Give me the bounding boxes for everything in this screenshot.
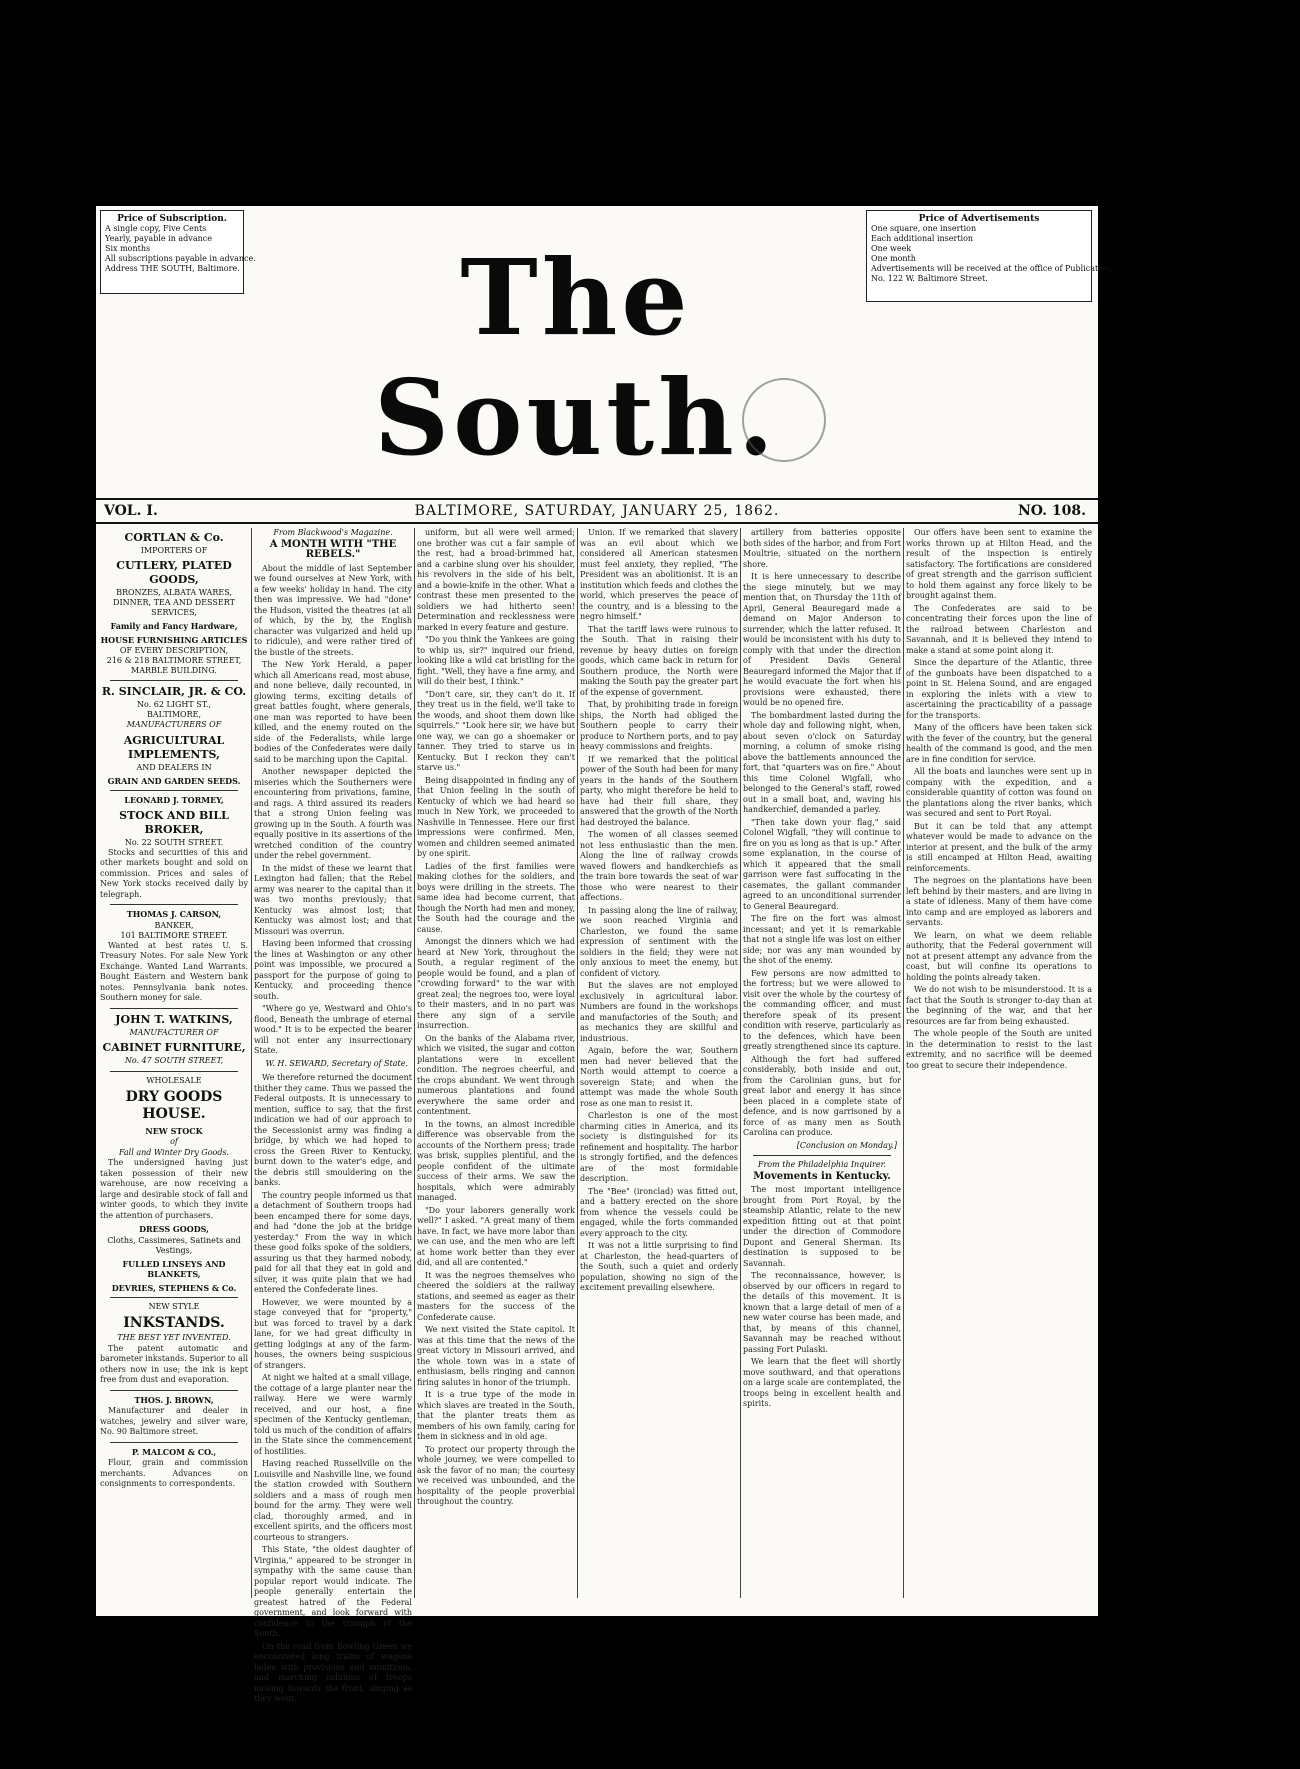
advertiser-name: P. MALCOM & CO.,: [131, 1446, 217, 1457]
article-paragraph: All the boats and launches were sent up in company with the expedition, and a considerable quantity of cotton was found on the plantations along the river banks, which was secured and sent to Port Royal.: [906, 767, 1092, 818]
ad-line: 216 & 218 BALTIMORE STREET,: [106, 656, 242, 665]
article-column: [580, 528, 738, 1598]
article-paragraph: Again, before the war, Southern men had never believed that the North would attempt to coerce a sovereign State; and when the attempt was made the whole South rose as one man to resist it.: [580, 1046, 738, 1108]
rates-line: One week: [871, 244, 912, 253]
ad-line: MANUFACTURER OF: [129, 1027, 219, 1037]
subscription-line: Six months: [105, 244, 151, 253]
article-paragraph: "Then take down your flag," said Colonel Wigfall, "they will continue to fire on you as long as that is up." After some explanation, in the course of which it appeared that the small garrison were fast suffocating in the casemates, the gallant commander agreed to an unconditional surrender to General Beauregard.: [743, 817, 901, 911]
ad-line: No. 22 SOUTH STREET.: [124, 837, 224, 847]
article-paragraph: It is a true type of the mode in which slaves are treated in the South, that the planter treats them as members of his own family, caring for them in sickness and in old age.: [417, 1390, 575, 1441]
ad-body-text: Manufacturer and dealer in watches, jewelry and silver ware, No. 90 Baltimore street.: [100, 1406, 248, 1436]
article-paragraph: uniform, but all were well armed; one brother was cut a fair sample of the rest, had a broad-brimmed hat, and a carbine slung over his shoulder, his revolvers in the side of his belt, and a bowie-knife in the other. What a contrast these men presented to the soldiers we had hitherto seen! Determination and recklessness were marked in every feature and gesture.: [417, 528, 575, 632]
article-paragraph: Amongst the dinners which we had heard at New York, throughout the South, a regular regiment of the people would be found, and a plan of "crowding forward" to the war with great zeal; the negroes too, were loyal to their masters, and in no part was there any sign of a servile insurrection.: [417, 937, 575, 1030]
article-paragraph: The Confederates are said to be concentrating their forces upon the line of the railroad between Charleston and Savannah, and it is believed they intend to make a stand at some point along it.: [906, 603, 1092, 655]
issue-date: BALTIMORE, SATURDAY, JANUARY 25, 1862.: [414, 503, 780, 519]
article-paragraph: Having been informed that crossing the lines at Washington or any other point was impossible, we procured a passport for the purpose of going to Kentucky, and proceeding thence south.: [254, 939, 412, 1001]
subscription-heading: Price of Subscription.: [117, 214, 227, 224]
advertisements-column: [100, 528, 248, 1598]
article-paragraph: At night we halted at a small village, the cottage of a large planter near the railway. Here we were warmly received, and our host, a fine specimen of the Kentucky gentleman, told us much of the condition of affairs in the State since the commencement of hostilities.: [254, 1373, 412, 1456]
ad-separator: [110, 1008, 238, 1009]
ad-separator: [110, 1390, 238, 1391]
ad-line: NEW STYLE: [148, 1302, 200, 1311]
ad-line: BALTIMORE,: [147, 710, 201, 719]
volume-label: VOL. I.: [104, 503, 158, 519]
ad-line: No. 47 SOUTH STREET,: [124, 1056, 224, 1065]
ad-body-text: The undersigned having just taken possession of their new warehouse, are now receiving a large and desirable stock of fall and winter goods, to which they invite the attention of purchasers.: [100, 1158, 248, 1220]
article-separator: [753, 1155, 891, 1156]
article-paragraph: About the middle of last September we found ourselves at New York, with a few weeks' holiday in hand. The city then was impressive. We had "done" the Hudson, visited the theatres (at all of which, by the by, the English character was vulgarized and held up to ridicule), and were rather tired of the bustle of the streets.: [254, 563, 412, 657]
article-column: [417, 528, 575, 1598]
advertiser-name: THOS. J. BROWN,: [134, 1394, 214, 1405]
article-paragraph: Many of the officers have been taken sick with the fever of the country, but the general health of the command is good, and the men are in fine condition for service.: [906, 723, 1092, 764]
ad-body-text: Stocks and securities of this and other markets bought and sold on commission. Prices and sales of New York stocks received daily by telegraph.: [100, 847, 248, 899]
ad-line: AND DEALERS IN: [136, 762, 212, 772]
article-paragraph: That the tariff laws were ruinous to the South. That in raising their revenue by heavy duties on foreign goods, which came back in return for Southern produce, the North were making the South pay the greater part of the expense of government.: [580, 624, 738, 697]
column-rule: [903, 528, 904, 1598]
article-column: [906, 528, 1092, 1598]
ad-line: BANKER,: [154, 920, 194, 930]
ad-line: GRAIN AND GARDEN SEEDS.: [107, 775, 241, 786]
article-paragraph: On the road from Bowling Green we encountered long trains of wagons laden with provisions and munitions, and marching columns of troops moving towards the front, singing as they went.: [254, 1641, 412, 1703]
article-signature: W. H. SEWARD, Secretary of State.: [265, 1058, 408, 1068]
ad-line: WHOLESALE: [146, 1075, 202, 1085]
ad-line: OF EVERY DESCRIPTION,: [119, 646, 229, 655]
ad-line: DRY GOODS HOUSE.: [125, 1088, 223, 1122]
ad-line: Cloths, Cassimeres, Satinets and Vestings,: [107, 1235, 241, 1255]
article-paragraph: The reconnaissance, however, is observed by our officers in regard to the details of this movement. It is known that a large detail of men of a new water course has been made, and that, by means of this channel, Savannah may be reached without passing Fort Pulaski.: [743, 1271, 901, 1354]
ad-line: NEW STOCK: [145, 1125, 203, 1136]
advertisement-rates-box: [866, 210, 1114, 302]
article-paragraph: Since the departure of the Atlantic, three of the gunboats have been dispatched to a point in St. Helena Sound, and are engaged in exploring the inlets with a view to ascertaining the practicability of a passage for the transports.: [906, 658, 1092, 720]
article-paragraph: The bombardment lasted during the whole day and following night, when, about seven o'clock on Saturday morning, a column of smoke rising above the battlements announced the fort, that "quarters was on fire." About this time Colonel Wigfall, who belonged to the General's staff, rowed out in a small boat, and, waving his handkerchief, demanded a parley.: [743, 710, 901, 814]
article-paragraph: Union. If we remarked that slavery was an evil about which we considered all American statesmen must feel anxiety, they replied, "The President was an abolitionist. It is an institution which feeds and clothes the world, which preserves the peace of the country, and is a blessing to the negro himself.": [580, 528, 738, 621]
rates-line: Advertisements will be received at the office of Publication,: [871, 264, 1114, 273]
article-source: From Blackwood's Magazine.: [273, 528, 393, 537]
rates-line: One square, one insertion: [871, 224, 977, 233]
article-paragraph: The country people informed us that a detachment of Southern troops had been encamped there for some days, and had "done the job at the bridge yesterday." From the way in which these good folks spoke of the soldiers, assuring us that they harmed nobody, paid for all that they eat in gold and silver, it was quite plain that we had entered the Confederate lines.: [254, 1190, 412, 1294]
article-paragraph: But it can be told that any attempt whatever would be made to advance on the interior at present, and the bulk of the army is still encamped at Hilton Head, awaiting reinforcements.: [906, 821, 1092, 873]
article-paragraph: The negroes on the plantations have been left behind by their masters, and are living in a state of idleness. Many of them have come into camp and are employed as laborers and servants.: [906, 876, 1092, 927]
ad-separator: [110, 1297, 238, 1298]
article-paragraph: We next visited the State capitol. It was at this time that the news of the great victory in Missouri arrived, and the whole town was in a state of enthusiasm, bells ringing and cannon firing salutes in honor of the triumph.: [417, 1325, 575, 1387]
rates-line: No. 122 W. Baltimore Street.: [871, 274, 988, 283]
column-rule: [414, 528, 415, 1598]
ad-line: DEVRIES, STEPHENS & Co.: [111, 1282, 237, 1293]
article-paragraph: artillery from batteries opposite both sides of the harbor, and from Fort Moultrie, situated on the northern shore.: [743, 528, 901, 569]
ad-line: IMPORTERS OF: [140, 546, 208, 555]
scan-border: [96, 168, 1098, 206]
article-paragraph: Our offers have been sent to examine the works thrown up at Hilton Head, and the result of the inspection is entirely satisfactory. The fortifications are considered of great strength and the garrison sufficient to hold them against any force likely to be brought against them.: [906, 528, 1092, 600]
article-paragraph: We learn that the fleet will shortly move southward, and that operations on a large scale are contemplated, the troops being in excellent health and spirits.: [743, 1357, 901, 1408]
article-paragraph: Another newspaper depicted the miseries which the Southerners were encountering from privations, famine, and rags. A third assured its readers that a strong Union feeling was growing up in the South. A fourth was equally positive in its assertions of the wretched condition of the country under the rebel government.: [254, 767, 412, 860]
column-rule: [577, 528, 578, 1598]
article-title: A MONTH WITH "THE REBELS.": [269, 538, 397, 560]
article-paragraph: It was the negroes themselves who cheered the soldiers at the railway stations, and seemed as eager as their masters for the success of the Confederate cause.: [417, 1270, 575, 1322]
ad-line: BRONZES, ALBATA WARES,: [116, 588, 232, 597]
postmark-stamp: [742, 378, 826, 462]
article-paragraph: In passing along the line of railway, we soon reached Virginia and Charleston, we found the same expression of sentiment with the soldiers in the field; they were not only anxious to meet the enemy, but confident of victory.: [580, 905, 738, 978]
ad-line: DINNER, TEA AND DESSERT SERVICES,: [113, 598, 235, 617]
subscription-box: [100, 210, 256, 294]
advertiser-name: THOMAS J. CARSON,: [126, 909, 222, 919]
ad-line: AGRICULTURAL IMPLEMENTS,: [123, 733, 225, 761]
article-paragraph: But the slaves are not employed exclusively in agricultural labor. Numbers are found in the workshops and manufactories of the South; and as mechanics they are skillful and industrious.: [580, 981, 738, 1043]
column-rule: [251, 528, 252, 1598]
article-paragraph: We do not wish to be misunderstood. It is a fact that the South is stronger to-day than at the beginning of the war, and that her resources are far from being exhausted.: [906, 985, 1092, 1026]
ad-separator: [110, 1071, 238, 1072]
ad-separator: [110, 1442, 238, 1443]
ad-line: No. 62 LIGHT ST.,: [137, 700, 211, 709]
ad-separator: [110, 790, 238, 791]
advertiser-name: CORTLAN & Co.: [124, 531, 224, 544]
subscription-line: A single copy, Five Cents: [105, 224, 207, 233]
article-column: [743, 528, 901, 1598]
masthead-title: The South.: [374, 236, 778, 479]
ad-line: Fall and Winter Dry Goods.: [118, 1147, 230, 1157]
ad-line: FULLED LINSEYS AND BLANKETS,: [122, 1258, 226, 1279]
article-paragraph: If we remarked that the political power of the South had been for many years in the hands of the Southern party, who might therefore be held to have had their full share, they answered that the growth of the North had destroyed the balance.: [580, 754, 738, 827]
ad-line: HOUSE FURNISHING ARTICLES: [100, 634, 248, 645]
article-paragraph: The whole people of the South are united in the determination to resist to the last extremity, and no sacrifice will be deemed too great to secure their independence.: [906, 1029, 1092, 1070]
ad-line: INKSTANDS.: [123, 1315, 225, 1331]
article-paragraph: To protect our property through the whole journey, we were compelled to ask the favor of no man; the courtesy we received was unbounded, and the hospitality of the people proverbial throughout the country.: [417, 1444, 575, 1506]
dateline: [96, 498, 1098, 524]
ad-separator: [110, 680, 238, 681]
article-paragraph: "Do your laborers generally work well?" I asked. "A great many of them have. In fact, we have more labor than we can use, and the men who are left at home work better than they ever did, and all are contented.": [417, 1205, 575, 1267]
subscription-line: Address THE SOUTH, Baltimore.: [105, 264, 240, 273]
article-paragraph: We therefore returned the document thither they came. Thus we passed the Federal outposts. It is unnecessary to mention, suffice to say, that the first indication we had of our approach to the Secessionist army was finding a bridge, by which we had hoped to cross the Green River to Kentucky, burnt down to the water's edge, and the debris still smouldering on the banks.: [254, 1073, 412, 1187]
article-paragraph: Having reached Russellville on the Louisville and Nashville line, we found the station crowded with Southern soldiers and a mass of rough men bound for the army. They were well clad, thoroughly armed, and in excellent spirits, and the officers most courteous to strangers.: [254, 1459, 412, 1542]
article-paragraph: Ladies of the first families were making clothes for the soldiers, and boys were drilling in the streets. The same idea had become current, that though the North had men and money, the South had the courage and the cause.: [417, 861, 575, 934]
article-paragraph: However, we were mounted by a stage conveyed that for "property," but was forced to travel by a dark lane, for we had great difficulty in getting lodgings at any of the farm-houses, the owners being suspicious of strangers.: [254, 1297, 412, 1370]
article-paragraph: The "Bee" (ironclad) was fitted out, and a battery erected on the shore from whence the vessels could be engaged, while the forts commanded every approach to the city.: [580, 1186, 738, 1238]
article-paragraph: In the towns, an almost incredible difference was observable from the accounts of the Northern press; trade was brisk, supplies plentiful, and the people confident of the ultimate success of their arms. We saw the hospitals, which were admirably managed.: [417, 1119, 575, 1202]
column-rule: [740, 528, 741, 1598]
article-paragraph: "Don't care, sir, they can't do it. If they treat us in the field, we'll take to the woods, and shoot them down like squirrels." "Look here sir, we have but one way, we can go a shoemaker or tanner. They tried to starve us in Kentucky. But I reckon they can't starve us.": [417, 689, 575, 772]
ad-line: MARBLE BUILDING.: [131, 666, 217, 675]
article-paragraph: Although the fort had suffered considerably, both inside and out, from the Carolinian guns, but for great labor and energy it has since been placed in a complete state of defence, and is now garrisoned by a force of as many men as South Carolina can produce.: [743, 1054, 901, 1137]
advertiser-name: LEONARD J. TORMEY,: [124, 795, 224, 805]
article-title: Movements in Kentucky.: [753, 1170, 891, 1182]
ad-line: Family and Fancy Hardware,: [110, 621, 238, 631]
article-paragraph: "Do you think the Yankees are going to whip us, sir?" inquired our friend, looking like a wild cat bristling for the fight. "Well, they have a fine army, and will do their best, I think.": [417, 635, 575, 686]
ad-line: of: [170, 1137, 178, 1146]
ad-line: STOCK AND BILL BROKER,: [119, 808, 229, 836]
article-paragraph: The women of all classes seemed not less enthusiastic than the men. Along the line of railway crowds waved flowers and handkerchiefs as the train bore towards the seat of war those who were nearest to their affections.: [580, 830, 738, 902]
ad-separator: [110, 904, 238, 905]
ad-line: THE BEST YET INVENTED.: [117, 1333, 231, 1342]
ad-line: MANUFACTURERS OF: [126, 720, 222, 729]
article-paragraph: The most important intelligence brought from Port Royal, by the steamship Atlantic, relate to the new expedition fitting out at that point under the direction of Commodore Dupont and General Sherman. Its destination is supposed to be Savannah.: [743, 1185, 901, 1268]
article-paragraph: In the midst of these we learnt that Lexington had fallen; that the Rebel army was nearer to the capital than it was two months previously; that Kentucky was almost lost; that Kentucky was almost lost; and that Missouri was overrun.: [254, 863, 412, 936]
advertisement-rates-heading: Price of Advertisements: [918, 214, 1040, 224]
rates-line: One month: [871, 254, 916, 263]
article-column: [254, 528, 412, 1703]
article-paragraph: "Where go ye, Westward and Ohio's flood, Beneath the umbrage of eternal wood." It is to be expected the bearer will not enter any insurrectionary State.: [254, 1004, 412, 1055]
article-paragraph: This State, "the oldest daughter of Virginia," appeared to be stronger in sympathy with the same cause than popular report would indicate. The people generally entertain the greatest hatred of the Federal government, and look forward with confidence to the triumph of the South.: [254, 1545, 412, 1638]
article-paragraph: The fire on the fort was almost incessant; and yet it is remarkable that not a single life was lost on either side; nor was any man wounded by the shot of the enemy.: [743, 914, 901, 965]
rates-line: Each additional insertion: [871, 234, 974, 243]
subscription-line: Yearly, payable in advance: [105, 234, 212, 243]
issue-number: NO. 108.: [1017, 503, 1086, 519]
ad-body-text: The patent automatic and barometer inkstands. Superior to all others now in use; the ink is kept free from dust and evaporation.: [100, 1343, 248, 1384]
article-paragraph: Being disappointed in finding any of that Union feeling in the south of Kentucky of which we had heard so much in New York, we proceeded to Nashville in Tennessee. Here our first impressions were confirmed. Men, women and children seemed animated by one spirit.: [417, 775, 575, 858]
ad-body-text: Wanted at best rates U. S. Treasury Notes. For sale New York Exchange. Wanted Land Warrants. Bought Eastern and Western bank notes. Pennsylvania bank notes. Southern money for sale.: [100, 940, 248, 1002]
article-paragraph: The New York Herald, a paper which all Americans read, most abuse, and none believe, daily recounted, in glowing terms, exciting details of great battles fought, where generals, one man was reported to have been killed, and the enemy routed on the side of the Federalists, while large bodies of the Confederates were daily said to be marching upon the Capital.: [254, 660, 412, 764]
article-paragraph: Few persons are now admitted to the fortress; but we were allowed to visit over the whole by the courtesy of the commanding officer, and must therefore speak of its present condition with reserve, particularly as to the defences, which have been greatly strengthened since its capture.: [743, 968, 901, 1051]
ad-line: CUTLERY, PLATED GOODS,: [116, 559, 232, 586]
ad-line: CABINET FURNITURE,: [102, 1041, 246, 1054]
article-paragraph: It is here unnecessary to describe the siege minutely, but we may mention that, on Thursday the 11th of April, General Beauregard made a demand on Major Anderson to surrender, which the latter refused. It would be inconsistent with his duty to comply with that under the direction of President Davis General Beauregard informed the Major that if he would evacuate the fort when his provisions were exhausted, there would be no opened fire.: [743, 572, 901, 707]
ad-line: 101 BALTIMORE STREET.: [120, 930, 228, 940]
article-paragraph: On the banks of the Alabama river, which we visited, the sugar and cotton plantations were in excellent condition. The negroes cheerful, and the crops abundant. We went through numerous plantations and found everywhere the same order and contentment.: [417, 1033, 575, 1116]
article-paragraph: We learn, on what we deem reliable authority, that the Federal government will not at present attempt any advance from the coast, but will confine its operations to holding the points already taken.: [906, 930, 1092, 982]
article-paragraph: That, by prohibiting trade in foreign ships, the North had obliged the Southern people to carry their produce to Northern ports, and to pay heavy commissions and freights.: [580, 700, 738, 751]
advertiser-name: R. SINCLAIR, JR. & CO.: [101, 685, 247, 698]
advertiser-name: JOHN T. WATKINS,: [115, 1012, 233, 1026]
newspaper-page: [96, 168, 1114, 1703]
article-paragraph: Charleston is one of the most charming cities in America, and its society is distinguished for its refinement and hospitality. The harbor is strongly fortified, and the defences are of the most formidable description.: [580, 1111, 738, 1183]
subscription-line: All subscriptions payable in advance.: [105, 254, 256, 263]
article-source: From the Philadelphia Inquirer.: [757, 1160, 887, 1169]
article-paragraph: It was not a little surprising to find at Charleston, the head-quarters of the South, such a quiet and orderly population, showing no sign of the excitement prevailing elsewhere.: [580, 1241, 738, 1292]
ad-body-text: Flour, grain and commission merchants. Advances on consignments to correspondents.: [100, 1458, 248, 1488]
ad-line: DRESS GOODS,: [139, 1224, 209, 1234]
continued-notice: [Conclusion on Monday.]: [796, 1140, 897, 1150]
